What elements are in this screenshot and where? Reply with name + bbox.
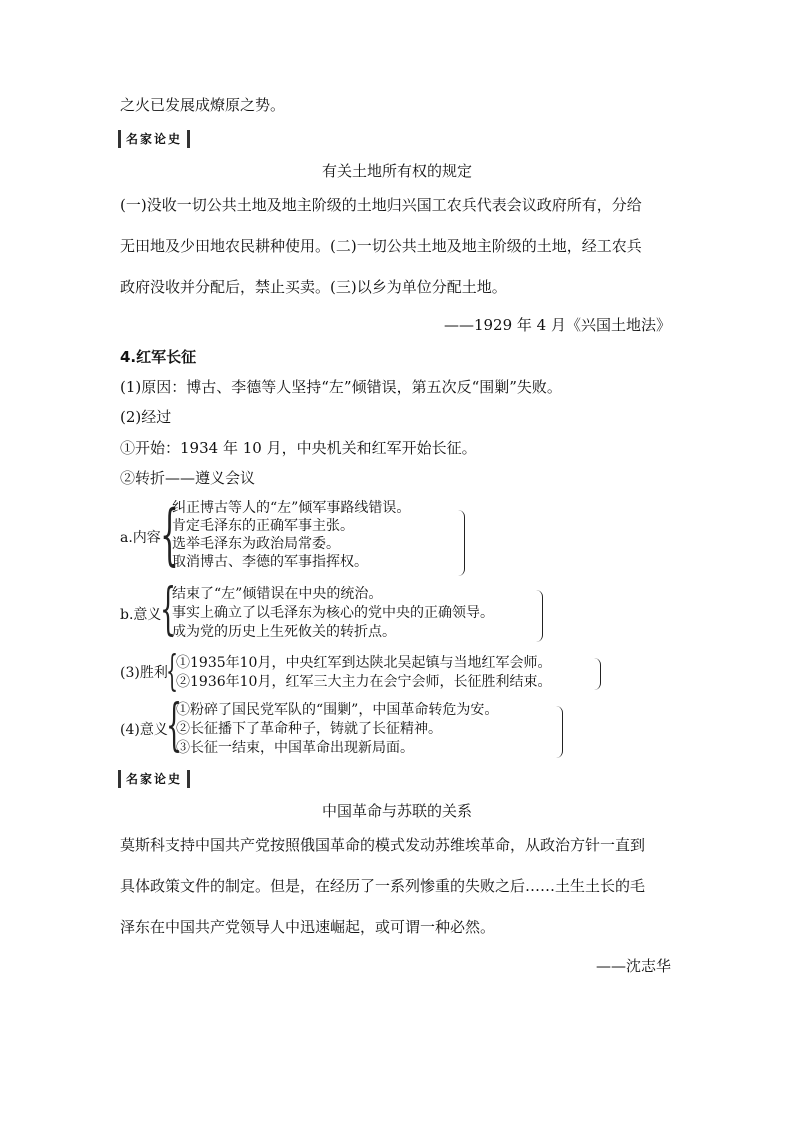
content-item: 纠正博古等人的“左”倾军事路线错误。: [172, 500, 411, 516]
quote-source: ——1929 年 4 月《兴国土地法》: [443, 316, 671, 334]
content-item: 肯定毛泽东的正确军事主张。: [172, 518, 354, 534]
victory-label: (3)胜利: [120, 665, 168, 681]
intro-line: 之火已发展成燎原之势。: [120, 96, 286, 114]
turn-line: ②转折——遵义会议: [120, 469, 256, 487]
victory-item: ①1935年10月，中央红军到达陕北吴起镇与当地红军会师。: [176, 655, 552, 671]
meaning-label: b.意义: [120, 607, 162, 623]
right-brace-icon: [594, 658, 601, 690]
section-title: 中国革命与苏联的关系: [321, 802, 472, 820]
process-label: (2)经过: [120, 408, 172, 426]
start-line: ①开始：1934 年 10 月，中央机关和红军开始长征。: [120, 439, 477, 457]
left-brace-icon: {: [160, 496, 179, 573]
significance-label: (4)意义: [120, 722, 168, 738]
significance-item: ②长征播下了革命种子，铸就了长征精神。: [176, 721, 442, 737]
paragraph-line: 莫斯科支持中国共产党按照俄国革命的模式发动苏维埃革命，从政治方针一直到: [120, 836, 646, 854]
meaning-item: 成为党的历史上生死攸关的转折点。: [172, 624, 396, 640]
left-brace-icon: {: [166, 693, 183, 758]
significance-item: ①粉碎了国民党军队的“围剿”，中国革命转危为安。: [176, 702, 499, 718]
right-brace-icon: [536, 590, 543, 642]
significance-item: ③长征一结束，中国革命出现新局面。: [176, 740, 414, 756]
section-tag: 名家论史: [118, 770, 190, 788]
right-brace-icon: [556, 706, 563, 758]
section-title: 有关土地所有权的规定: [321, 162, 472, 180]
left-brace-icon: {: [166, 646, 179, 695]
reason-line: (1)原因：博古、李德等人坚持“左”倾错误，第五次反“围剿”失败。: [120, 378, 562, 396]
quote-source: ——沈志华: [595, 957, 671, 975]
paragraph-line: 无田地及少田地农民耕种使用。(二)一切公共土地及地主阶级的土地，经工农兵: [120, 237, 642, 255]
section-tag: 名家论史: [118, 130, 190, 148]
content-label: a.内容: [120, 530, 161, 546]
paragraph-line: 泽东在中国共产党领导人中迅速崛起，或可谓一种必然。: [120, 918, 496, 936]
meaning-item: 事实上确立了以毛泽东为核心的党中央的正确领导。: [172, 605, 494, 621]
right-brace-icon: [458, 510, 465, 576]
heading-long-march: 4.红军长征: [120, 348, 197, 366]
left-brace-icon: {: [160, 577, 177, 642]
paragraph-line: (一)没收一切公共土地及地主阶级的土地归兴国工农兵代表会议政府所有，分给: [120, 196, 642, 214]
content-item: 取消博古、李德的军事指挥权。: [172, 554, 368, 570]
meaning-item: 结束了“左”倾错误在中央的统治。: [172, 586, 383, 602]
content-item: 选举毛泽东为政治局常委。: [172, 536, 340, 552]
paragraph-line: 具体政策文件的制定。但是，在经历了一系列惨重的失败之后……土生土长的毛: [120, 877, 646, 895]
paragraph-line: 政府没收并分配后，禁止买卖。(三)以乡为单位分配土地。: [120, 278, 507, 296]
victory-item: ②1936年10月，红军三大主力在会宁会师，长征胜利结束。: [176, 674, 552, 690]
